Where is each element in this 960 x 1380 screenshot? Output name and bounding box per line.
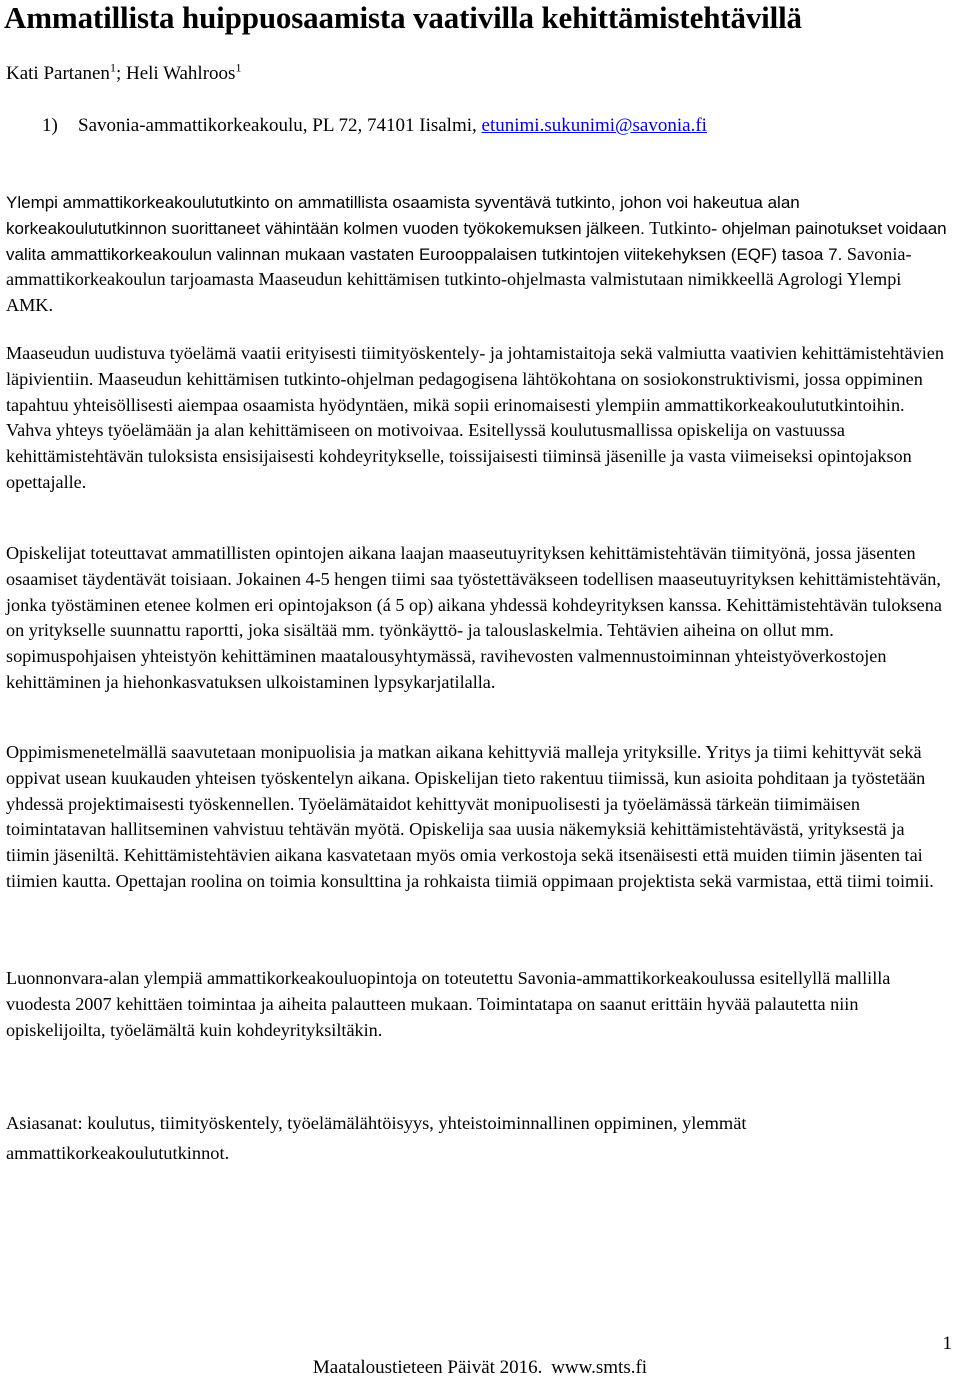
author-separator: ;	[115, 63, 126, 84]
paragraph-implementation: Luonnonvara-alan ylempiä ammattikorkeakouluopintoja on toteutettu Savonia-ammattikorkeakoulussa esitellyllä mallilla vuodesta 2007 kehittäen toimintaa ja aiheita palautteen mukaan. Toimintatapa on saanut erittäin hyvää palautetta niin opiskelijoilta, työelämältä kuin kohdeyrityksiltäkin.	[6, 968, 891, 1040]
paragraph-text: Tutkinto-	[644, 217, 718, 238]
email-link[interactable]: etunimi.sukunimi@savonia.fi	[481, 115, 707, 136]
paragraph-working-life: Maaseudun uudistuva työelämä vaatii erityisesti tiimityöskentely- ja johtamistaitoja sekä valmiutta vaativien kehittämistehtävien läpivientiin. Maaseudun kehittämisen tutkinto-ohjelman pedagogisena lähtökohtana on sosiokonstruktivismi, jossa oppiminen tapahtuu yhteisöllisesti aiempaa osaamista hyödyntäen, mikä sopii erinomaisesti ylempiin ammattikorkeakoulututkintoihin. Vahva yhteys työelämään ja alan kehittämiseen on motivoivaa. Esitellyssä koulutusmallissa opiskelija on vastuussa kehittämistehtävän tuloksista ensisijaisesti kohdeyritykselle, toissijaisesti tiiminsä jäsenille ja vasta viimeiseksi opintojakson opettajalle.	[6, 343, 944, 492]
affiliation-mark: 1	[109, 60, 116, 75]
footer-event: Maataloustieteen Päivät 2016.	[312, 1357, 543, 1378]
page-number: 1	[942, 1333, 952, 1354]
author-name: Kati Partanen	[6, 63, 110, 84]
footer-website: www.smts.fi	[551, 1357, 648, 1378]
author-name: Heli Wahlroos	[125, 63, 236, 84]
affiliation-line	[42, 114, 707, 138]
paragraph-text: Savonia-ammattikorkeakoulun tarjoamasta Maaseudun kehittämisen tutkinto-ohjelmasta valmistutaan nimikkeellä Agrologi Ylempi AMK.	[6, 243, 912, 316]
paragraph-text: Ylempi ammattikorkeakoulututkinto on ammatillista osaamista syventävä tutkinto, johon voi hakeutua alan korkeakoulututkinnon suorittaneet vähintään kolmen vuoden työkokemuksen jälkeen.	[6, 193, 800, 238]
paragraph-learning-method: Oppimismenetelmällä saavutetaan monipuolisia ja matkan aikana kehittyviä malleja yrityksille. Yritys ja tiimi kehittyvät sekä oppivat usean kuukauden yhteisen työskentelyn aikana. Opiskelijan tieto rakentuu tiimissä, kun asioita pohditaan ja työstetään yhdessä projektimaisesti työskennellen. Työelämätaidot kehittyvät monipuolisesti ja työelämässä tärkeän tiimimäisen toimintatavan hallitseminen vahvistuu tehtävän myötä. Opiskelija saa uusia näkemyksiä kehittämistehtävästä, yrityksestä ja tiimin jäseniltä. Kehittämistehtävien aikana kasvatetaan myös omia verkostoja sekä itsenäisesti että muiden tiimin jäsenten tai tiimien kautta. Opettajan roolina on toimia konsulttina ja rohkaista tiimiä oppimaan projektista sekä varmistaa, että tiimi toimii.	[6, 742, 934, 891]
affiliation-mark: 1	[235, 60, 242, 75]
paragraph-intro	[6, 190, 950, 319]
affiliation-number: 1)	[42, 115, 58, 136]
affiliation-text: Savonia-ammattikorkeakoulu, PL 72, 74101 Iisalmi,	[78, 115, 482, 136]
paragraph-team-work: Opiskelijat toteuttavat ammatillisten opintojen aikana laajan maaseutuyrityksen kehittämistehtävän tiimityönä, jossa jäsenten osaamiset täydentävät toisiaan. Jokainen 4-5 hengen tiimi saa työstettäväkseen todellisen maaseutuyrityksen kehittämistehtävän, jonka työstäminen etenee kolmen eri opintojakson (á 5 op) aikana yhdessä kohdeyrityksen kanssa. Kehittämistehtävän tuloksena on yritykselle suunnattu raportti, joka sisältää mm. työnkäyttö- ja talouslaskelmia. Tehtävien aiheina on ollut mm. sopimuspohjaisen yhteistyön kehittäminen maatalousyhtymässä, ravihevosten valmennustoiminnan yhteistyöverkostojen kehittäminen ja hiehonkasvatuksen ulkoistaminen lypsykarjatilalla.	[6, 543, 942, 692]
keywords: Asiasanat: koulutus, tiimityöskentely, työelämälähtöisyys, yhteistoiminnallinen oppiminen, ylemmät ammattikorkeakoulututkinnot.	[6, 1113, 747, 1163]
page-footer	[0, 1357, 960, 1379]
document-title: Ammatillista huippuosaamista vaativilla kehittämistehtävillä	[4, 0, 802, 35]
author-line	[6, 62, 241, 86]
paragraph-text: ohjelman painotukset voidaan valita ammattikorkeakoulun valinnan mukaan vastaten Eurooppalaisen tutkintojen viitekehyksen (EQF) tasoa 7.	[6, 218, 947, 264]
